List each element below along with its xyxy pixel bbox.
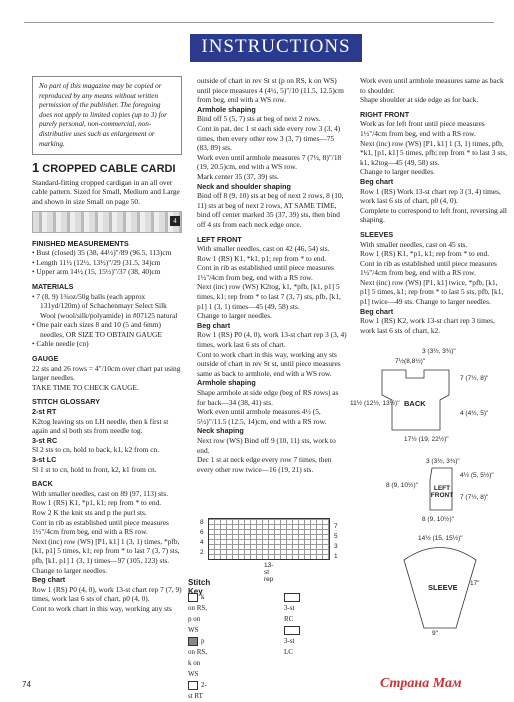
neck-shaping-text: Next row (WS) Bind off 9 (10, 11) sts, work to end. xyxy=(197,435,336,455)
pattern-number: 1 xyxy=(32,160,40,176)
beg-chart-heading: Beg chart xyxy=(32,575,66,585)
row-number: 4 xyxy=(200,539,204,546)
row-number: 5 xyxy=(334,533,338,540)
left-front-text: Next (inc) row (WS) K2tog, k1, *pfb, [k1, p1] 5 times, k1; rep from * to last 7 (3, 7) sts, pfb, [k1, p1] 1 (3, 1) times—45 (49, 58) sts. xyxy=(197,282,341,311)
back-right-dim: 7 (7½, 8)" xyxy=(460,375,489,382)
row-number: 3 xyxy=(334,543,338,550)
row-number: 7 xyxy=(334,523,338,530)
materials-heading: MATERIALS xyxy=(32,281,74,291)
stitch-key-list xyxy=(188,592,208,702)
row-number: 1 xyxy=(334,553,338,560)
glossary-def: Sl 2 sts to cn, hold to back, k1, k2 from cn. xyxy=(32,445,160,455)
copyright-notice: No part of this magazine may be copied or reproduced by any means without written permission of the publisher. The foregoing does not apply to limited copies (up to 3) for purely personal, non-commercial, non-distributive uses such as enlargement or marking. xyxy=(32,76,182,155)
armhole-text: Mark center 35 (37, 39) sts. xyxy=(197,171,279,181)
back-text: Next (inc) row (WS) [P1, k1] 1 (3, 1) times, *pfb, [k1, p1] 5 times, k1; rep from * to last 7 (3, 7) sts, pfb, [k1, p1] 1 (3, 1) times—97 (105, 123) sts. xyxy=(32,536,180,565)
back-right-dim-2: 4 (4½, 5)" xyxy=(460,410,489,417)
left-front-text: Change to larger needles. xyxy=(197,311,272,321)
rc-symbol-icon xyxy=(284,593,300,602)
materials-item: • Cable needle (cn) xyxy=(32,339,89,349)
back-shoulder-dim: 3 (3½, 3¾)" xyxy=(422,348,456,355)
key-label: 3-st LC xyxy=(284,637,295,656)
continued-text: Work even until armhole measures same as back to shoulder. xyxy=(360,76,504,95)
knit-symbol-icon xyxy=(188,593,198,602)
back-text: Change to larger needles. xyxy=(32,565,107,575)
sleeve-bottom-dim: 9" xyxy=(432,630,438,637)
left-front-right-dim: 4½ (5, 5½)" xyxy=(460,472,494,479)
neck-shaping-text: Dec 1 st at neck edge every row 7 times, then every other row twice—16 (19, 21) sts. xyxy=(197,455,332,474)
left-front-heading: LEFT FRONT xyxy=(197,234,242,244)
left-front-top-dim: 3 (3½, 3¾)" xyxy=(426,458,460,465)
right-front-text: Work as for left front until piece measures 1½"/4cm from beg, end with a RS row. xyxy=(360,119,485,138)
back-text: Cont in rib as established until piece measures 1½"/4cm from beg, end with a RS row. xyxy=(32,517,169,537)
finished-item: • Length 11½ (12½, 13½)"/29 (31.5, 34)cm xyxy=(32,257,161,267)
back-left-dim: 11½ (12½, 13½)" xyxy=(350,400,400,407)
row-number: 2 xyxy=(200,549,204,556)
sleeve-label: SLEEVE xyxy=(428,583,458,592)
sleeves-text: Next (inc) row (WS) [P1, k1] twice, *pfb, [k1, p1] 5 times, k1; rep from * to last 5 sts, pfb, [k1, p1] twice—49 sts. Change to larger needles. xyxy=(360,277,504,307)
sleeves-text: With smaller needles, cast on 45 sts. xyxy=(360,239,468,249)
rep-label: 13-st rep xyxy=(264,562,274,583)
page-title: INSTRUCTIONS xyxy=(201,36,351,57)
glossary-term: 3-st RC xyxy=(32,435,58,445)
right-front-heading: RIGHT FRONT xyxy=(360,109,410,119)
armhole-text: Work even until armhole measures 4½ (5, 5½)"/11.5 (12.5, 14)cm, end with a RS row. xyxy=(197,407,327,426)
left-front-bottom-dim: 8 (9, 10½)" xyxy=(422,516,454,523)
key-item xyxy=(188,592,208,636)
left-front-label: LEFT FRONT xyxy=(430,485,454,499)
beg-chart-text: Row 1 (RS) P0 (4, 0), work 13-st chart rep 7 (7, 9) times, work last 6 sts of chart, p0 (4, 0). xyxy=(32,584,182,604)
back-heading: BACK xyxy=(32,479,53,489)
beg-chart-heading: Beg chart xyxy=(360,176,394,186)
page-number: 74 xyxy=(22,680,31,689)
materials-item: • One pair each sizes 8 and 10 (5 and 6mm) needles, OR SIZE TO OBTAIN GAUGE xyxy=(32,320,162,339)
row-numbers-right xyxy=(334,522,338,562)
glossary-def: K2tog leaving sts on LH needle, then k first st again and sl both sts from needle tog. xyxy=(32,416,169,436)
beg-chart-text: Row 1 (RS) Work 13-st chart rep 3 (3, 4) times, work last 6 sts of chart, p0 (4, 0). xyxy=(360,186,501,206)
back-bottom-dim: 17½ (19, 22½)" xyxy=(404,436,449,443)
glossary-term: 3-st LC xyxy=(32,455,57,464)
key-label: 3-st RC xyxy=(284,604,295,623)
gauge-text: 22 sts and 26 rows = 4"/10cm over chart pat using larger needles. xyxy=(32,363,181,383)
back-text: Row 1 (RS) K1, *p1, k1; rep from * to end. xyxy=(32,498,162,508)
sleeve-top-dim: 14½ (15, 15½)" xyxy=(418,535,463,542)
left-front-right-dim-2: 7 (7½, 8)" xyxy=(460,494,489,501)
back-text: Row 2 K the knit sts and p the purl sts. xyxy=(32,507,147,517)
neck-text: Bind off 8 (9, 10) sts at beg of next 2 rows, 8 (10, 11) sts at beg of next 2 rows, AT SAME TIME, bind off center marked 35 (37, 39) sts, then bind off 4 sts from each neck edge once. xyxy=(197,191,344,229)
finished-item: • Upper arm 14½ (15, 15½)"/37 (38, 40)cm xyxy=(32,267,161,277)
left-front-text: Cont in rib as established until piece measures 1½"/4cm from beg, end with a RS row. xyxy=(197,263,334,282)
rt-symbol-icon xyxy=(188,681,198,690)
beg-chart-text: Cont to work chart in this way, working any sts outside of chart in rev St st, until piece measures same as back to armhole, end with a WS row. xyxy=(197,349,341,378)
key-label: k on RS, p on WS xyxy=(188,593,208,634)
key-item xyxy=(188,680,208,702)
glossary-term: 2-st RT xyxy=(32,407,57,417)
row-number: 8 xyxy=(200,519,204,526)
row-number: 6 xyxy=(200,529,204,536)
armhole-text: Bind off 5 (5, 7) sts at beg of next 2 rows. xyxy=(197,114,321,124)
row-numbers-left xyxy=(200,518,204,558)
stitch-key-list-2 xyxy=(284,592,303,658)
continued-text: Shape shoulder at side edge as for back. xyxy=(360,95,479,105)
armhole-text: Cont in pat, dec 1 st each side every row 3 (3, 4) times, then every other row 3 (3, 7) times—75 (83, 89) sts. xyxy=(197,123,341,153)
key-item xyxy=(284,592,303,625)
key-item xyxy=(188,636,208,680)
stitch-key-title: Stitch Key xyxy=(188,578,211,596)
back-top-dim: 7½(8,8½)" xyxy=(395,358,426,365)
purl-symbol-icon xyxy=(188,637,198,646)
pattern-title-text: CROPPED CABLE CARDI xyxy=(42,163,176,176)
neck-shaping-heading: Neck shaping xyxy=(197,426,244,436)
left-front-text: Row 1 (RS) K1, *k1, p1; rep from * to end. xyxy=(197,253,327,263)
gauge-check: TAKE TIME TO CHECK GAUGE. xyxy=(32,382,139,392)
sleeves-text: Cont in rib as established until piece measures 1½"/4cm from beg, end with a RS row. xyxy=(360,258,497,278)
beg-chart-heading: Beg chart xyxy=(360,306,394,316)
beg-chart-text: Row 1 (RS) K2, work 13-st chart rep 3 times, work last 6 sts of chart, k2. xyxy=(360,316,495,335)
finished-item: • Bust (closed) 35 (38, 44½)"/89 (96.5, 113)cm xyxy=(32,248,172,258)
finished-heading: FINISHED MEASUREMENTS xyxy=(32,238,129,248)
armhole-heading: Armhole shaping xyxy=(197,378,256,388)
lc-symbol-icon xyxy=(284,626,300,635)
left-front-text: With smaller needles, cast on 42 (46, 54) sts. xyxy=(197,244,330,254)
photo-badge: 4 xyxy=(170,216,180,226)
armhole-text: Work even until armhole measures 7 (7½, 8)"/18 (19, 20.5)cm, end with a WS row. xyxy=(197,152,342,172)
right-front-text: Next (inc) row (WS) [P1, k1] 1 (3, 1) times, pfb, *k1, [p1, k1] 5 times, pfb; rep from * to last 3 sts, k1, k2tog—45 (49, 58) sts. xyxy=(360,138,507,167)
beg-chart-text: Cont to work chart in this way, working any sts xyxy=(32,603,172,613)
key-item xyxy=(284,625,303,658)
beg-chart-text: Row 1 (RS) P0 (4, 0), work 13-st chart rep 3 (3, 4) times, work last 6 sts of chart. xyxy=(197,330,347,350)
glossary-heading: STITCH GLOSSARY xyxy=(32,397,101,407)
sleeves-text: Row 1 (RS) K1, *p1, k1; rep from * to end. xyxy=(360,249,490,259)
beg-chart-text: Complete to correspond to left front, reversing all shaping. xyxy=(360,205,507,225)
sleeve-right-dim: 17" xyxy=(470,580,480,587)
chart-grid-cells xyxy=(208,518,330,560)
watermark-logo: Страна Мам xyxy=(380,676,462,691)
beg-chart-heading: Beg chart xyxy=(197,320,231,330)
armhole-heading: Armhole shaping xyxy=(197,104,256,114)
left-front-left-dim: 8 (9, 10½)" xyxy=(386,482,418,489)
key-label: 2-st RT xyxy=(188,681,207,700)
neck-heading: Neck and shoulder shaping xyxy=(197,181,291,191)
continued-text: outside of chart in rev St st (p on RS, k on WS) until piece measures 4 (4½, 5)"/10 (11.5, 12.5)cm from beg, end with a WS row. xyxy=(197,76,344,105)
glossary-def: Sl 1 st to cn, hold to front, k2, k1 from cn. xyxy=(32,464,157,474)
materials-item: • 7 (8, 9) 1¾oz/50g balls (each approx 131yd/120m) of Schachenmayr Select Silk Wool (wool/silk/polyamide) in #07125 natural xyxy=(32,291,178,320)
intro-text: Standard-fitting cropped cardigan in an all over cable pattern. Sized for Small, Medium and Large and shown in size Small on page 50. xyxy=(32,177,180,206)
right-front-text: Change to larger needles. xyxy=(360,167,435,177)
sleeves-heading: SLEEVES xyxy=(360,229,394,239)
back-text: With smaller needles, cast on 89 (97, 113) sts. xyxy=(32,488,168,498)
armhole-text: Shape armhole at side edge (beg of RS rows) as for back—34 (38, 41) sts. xyxy=(197,388,339,407)
gauge-heading: GAUGE xyxy=(32,354,59,364)
key-label: p on RS, k on WS xyxy=(188,637,208,678)
back-label: BACK xyxy=(404,399,426,408)
